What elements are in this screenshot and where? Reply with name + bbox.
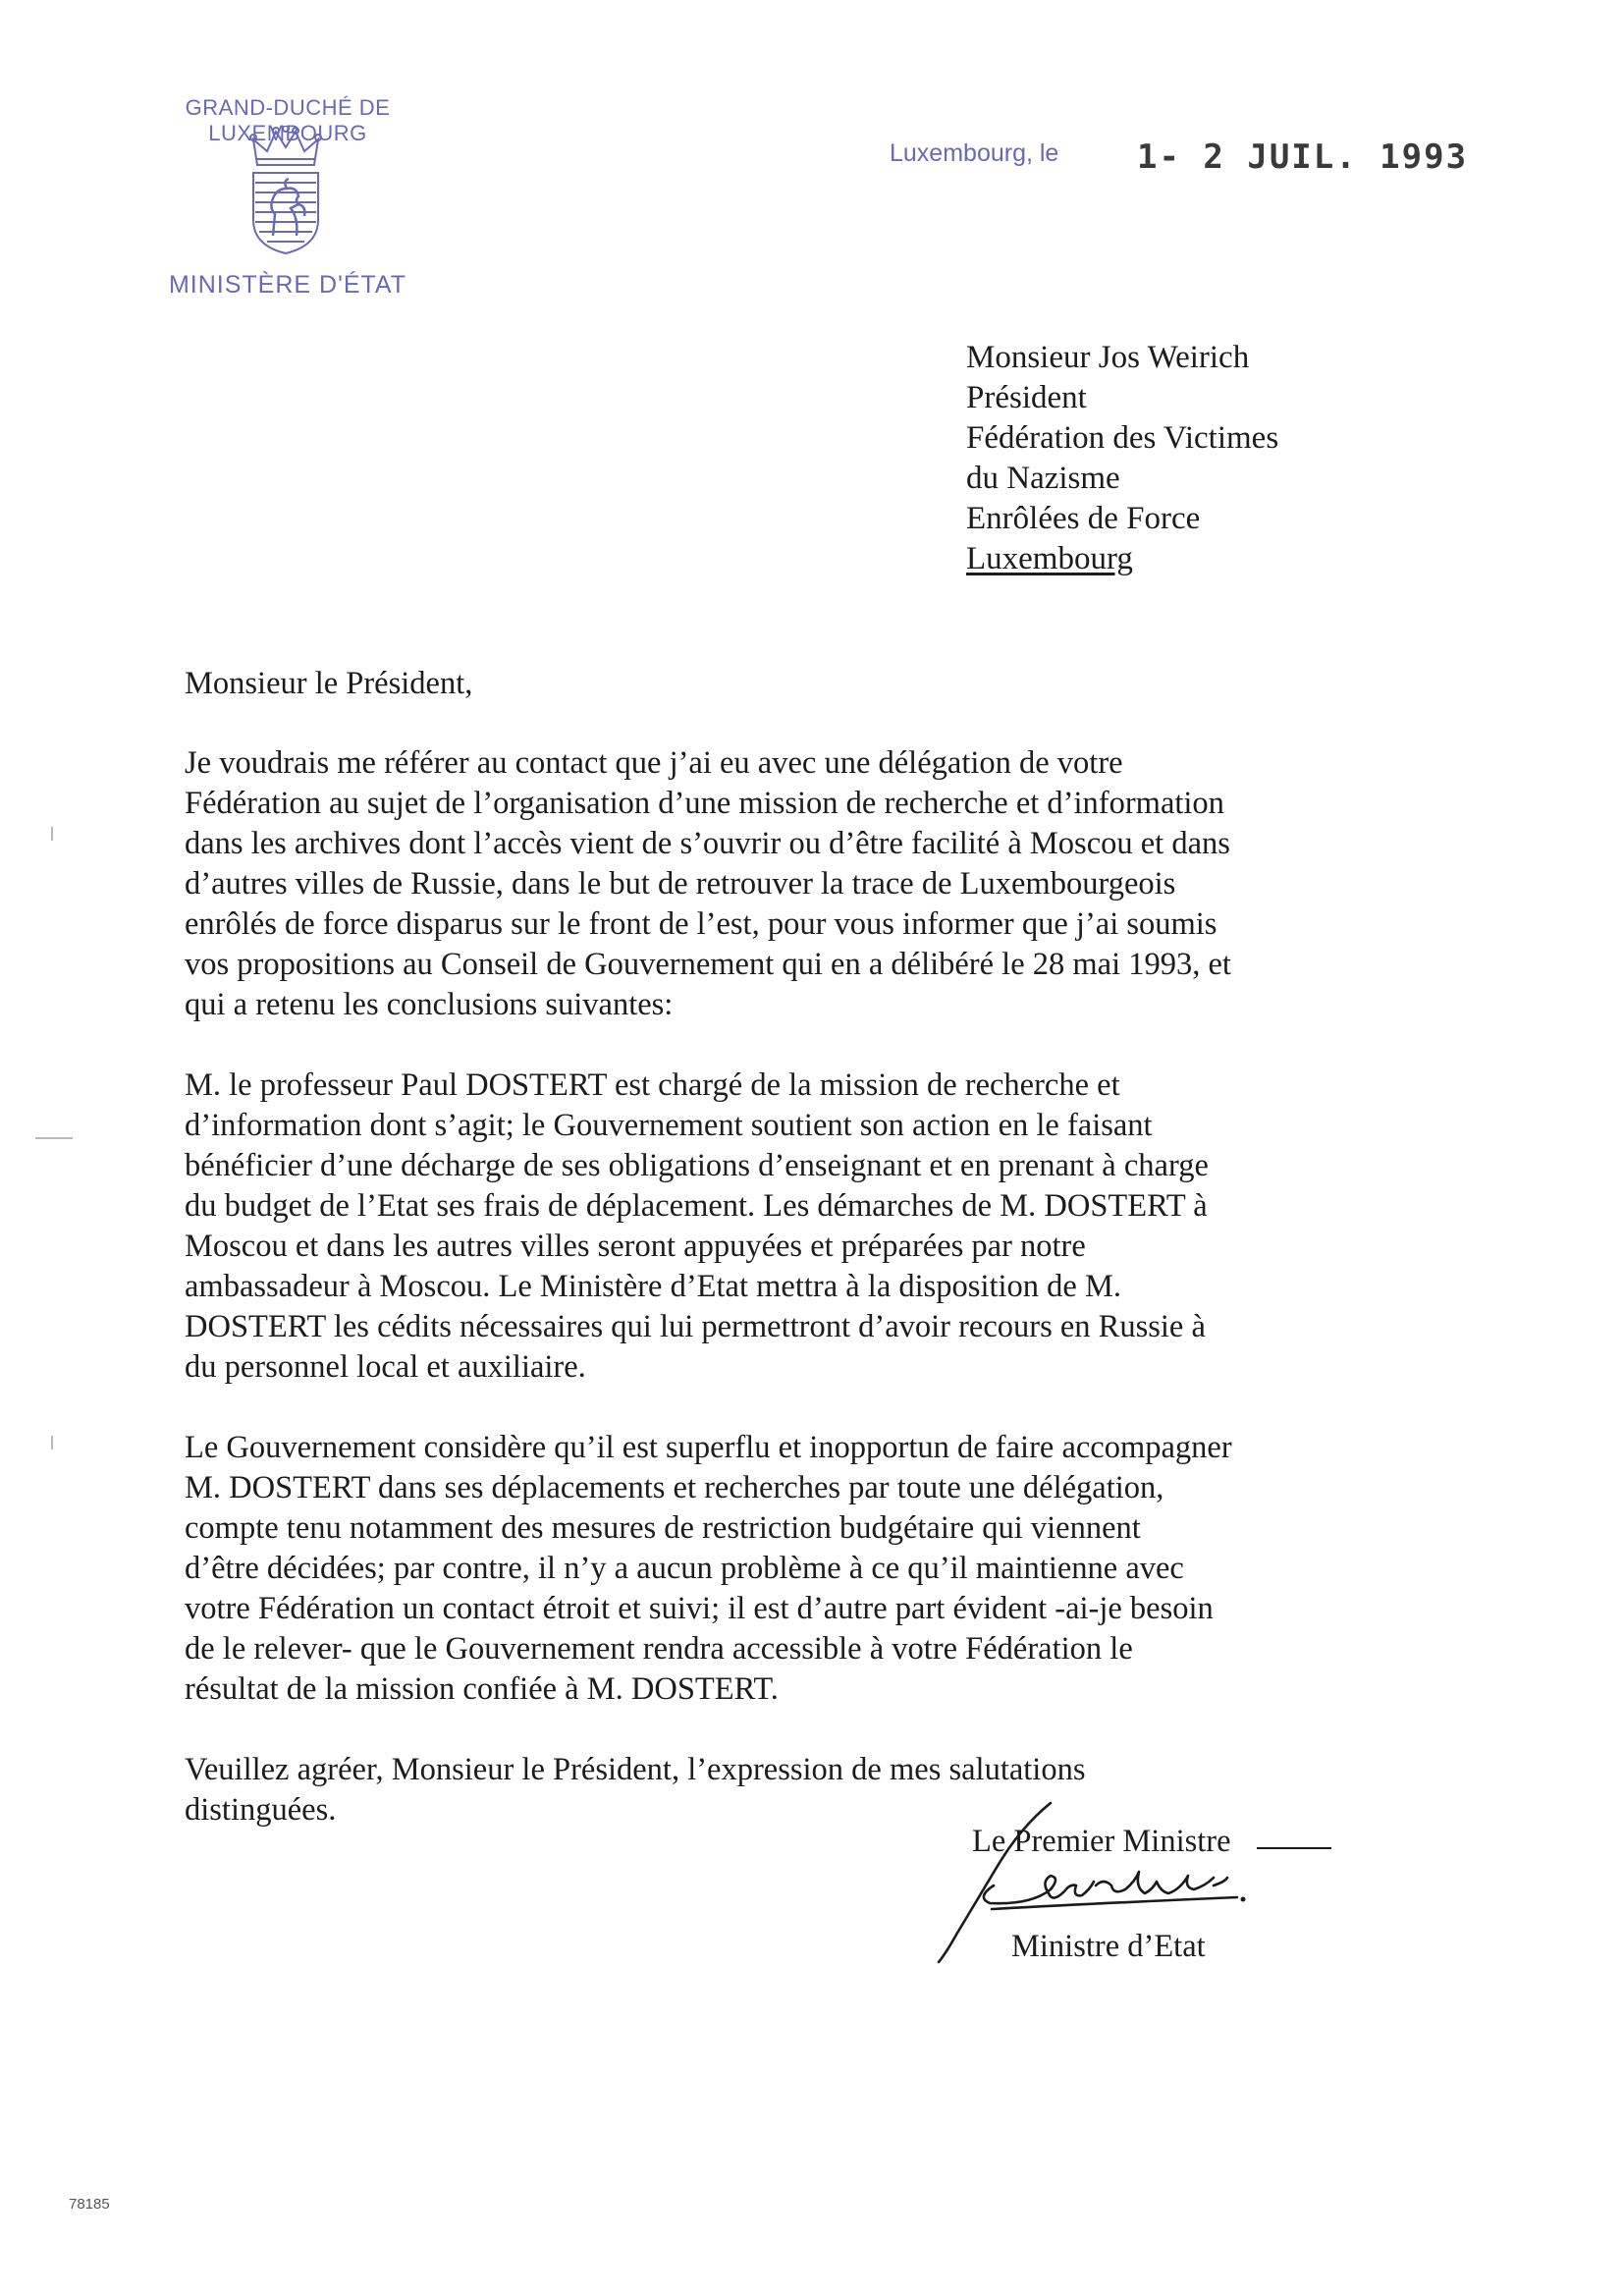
scan-margin-mark (51, 1436, 53, 1449)
scan-margin-mark (51, 827, 53, 841)
coat-of-arms-icon (243, 126, 328, 255)
text-line: M. DOSTERT dans ses déplacements et recherches par toute une délégation, (185, 1470, 1164, 1505)
date-stamp: 1- 2 JUIL. 1993 (1137, 137, 1469, 177)
paragraph-1 (185, 743, 1422, 1025)
text-line: Fédération au sujet de l’organisation d’une mission de recherche et d’information (185, 786, 1224, 821)
text-line: votre Fédération un contact étroit et suivi; il est d’autre part évident -ai-je besoin (185, 1591, 1214, 1626)
recipient-line: Enrôlées de Force (966, 501, 1201, 536)
text-line: du personnel local et auxiliaire. (185, 1349, 586, 1385)
recipient-line: du Nazisme (966, 461, 1120, 496)
text-line: Je voudrais me référer au contact que j’ai eu avec une délégation de votre (185, 745, 1123, 781)
text-line: Veuillez agréer, Monsieur le Président, l’expression de mes salutations (185, 1752, 1086, 1787)
paragraph-3 (185, 1428, 1422, 1710)
text-line: M. le professeur Paul DOSTERT est chargé de la mission de recherche et (185, 1067, 1120, 1103)
signatory-subtitle: Ministre d’Etat (1011, 1929, 1206, 1964)
text-line: dans les archives dont l’accès vient de s’ouvrir ou d’être facilité à Moscou et dans (185, 826, 1230, 861)
text-line: vos propositions au Conseil de Gouvernement qui en a délibéré le 28 mai 1993, et (185, 947, 1231, 982)
text-line: d’être décidées; par contre, il n’y a aucun problème à ce qu’il maintienne avec (185, 1551, 1184, 1586)
document-reference-number: 78185 (69, 2196, 110, 2213)
text-line: qui a retenu les conclusions suivantes: (185, 987, 674, 1022)
text-line: du budget de l’Etat ses frais de déplacement. Les démarches de M. DOSTERT à (185, 1188, 1208, 1224)
scan-margin-mark (35, 1137, 73, 1139)
recipient-line: Monsieur Jos Weirich (966, 340, 1250, 375)
text-line: résultat de la mission confiée à M. DOSTERT. (185, 1671, 779, 1707)
text-line: compte tenu notamment des mesures de restriction budgétaire qui viennent (185, 1510, 1141, 1546)
recipient-address (966, 338, 1278, 579)
text-line: DOSTERT les cédits nécessaires qui lui permettront d’avoir recours en Russie à (185, 1309, 1206, 1344)
signatory-title: Le Premier Ministre (972, 1824, 1231, 1859)
text-line: d’autres villes de Russie, dans le but de retrouver la trace de Luxembourgeois (185, 866, 1176, 902)
text-line: d’information dont s’agit; le Gouvernement soutient son action en le faisant (185, 1108, 1153, 1143)
text-line: bénéficier d’une décharge de ses obligations d’enseignant et en prenant à charge (185, 1148, 1209, 1183)
text-line: de le relever- que le Gouvernement rendra accessible à votre Fédération le (185, 1631, 1133, 1667)
letter-body (185, 664, 1422, 1831)
text-line: distinguées. (185, 1792, 337, 1828)
recipient-line: Président (966, 380, 1087, 415)
recipient-city: Luxembourg (966, 541, 1133, 576)
letterhead-country: GRAND-DUCHÉ DE LUXEMBOURG (185, 95, 391, 145)
text-line: Le Gouvernement considère qu’il est superflu et inopportun de faire accompagner (185, 1430, 1232, 1465)
letterhead-ministry: MINISTÈRE D'ÉTAT (168, 271, 407, 299)
paragraph-2 (185, 1066, 1422, 1388)
text-line: ambassadeur à Moscou. Le Ministère d’Etat mettra à la disposition de M. (185, 1269, 1121, 1304)
text-line: Moscou et dans les autres villes seront appuyées et préparées par notre (185, 1229, 1086, 1264)
recipient-line: Fédération des Victimes (966, 420, 1279, 456)
text-line: enrôlés de force disparus sur le front de l’est, pour vous informer que j’ai soumis (185, 906, 1217, 942)
place-label: Luxembourg, le (890, 139, 1059, 167)
salutation: Monsieur le Président, (185, 666, 473, 701)
